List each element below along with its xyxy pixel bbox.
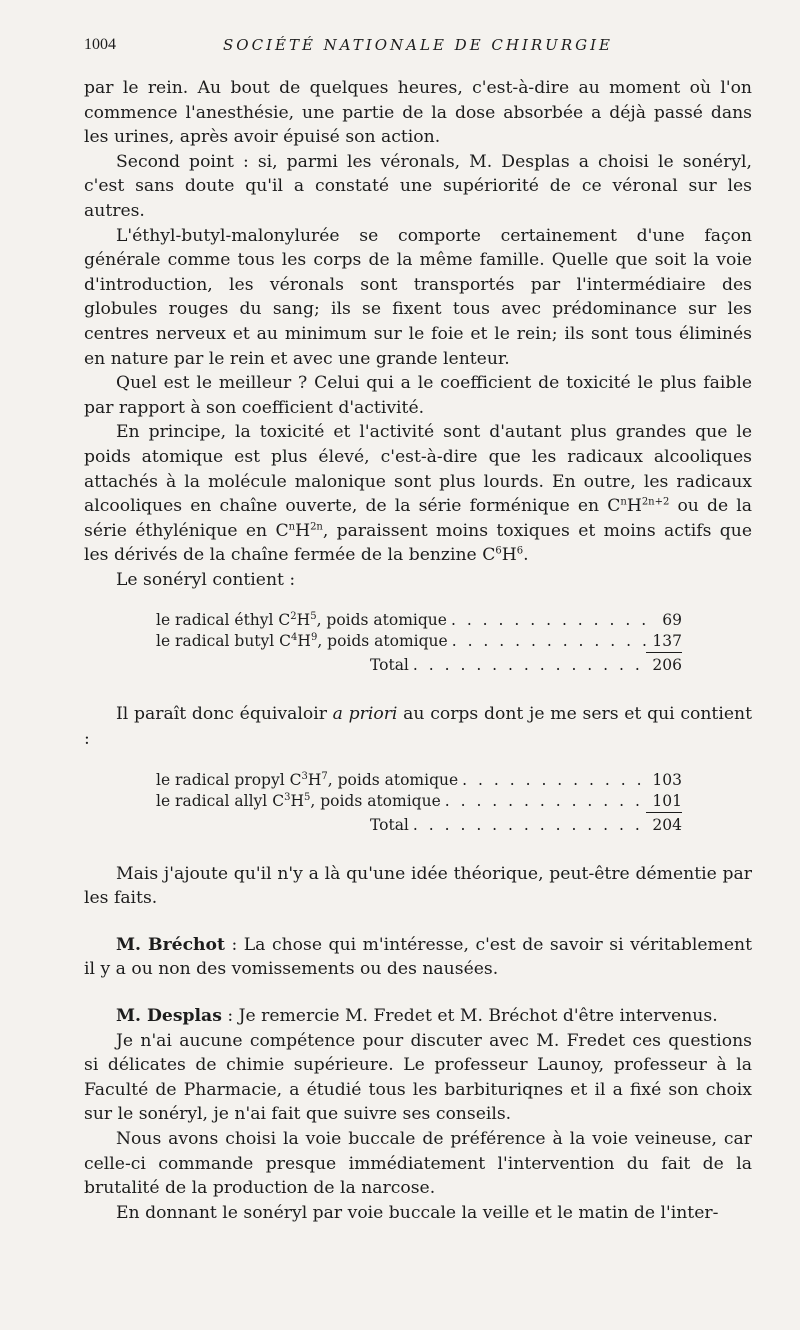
text-run: : Je remercie M. Fredet et M. Bréchot d'être intervenus. [221,1006,718,1027]
speaker-name: M. Bréchot [116,934,225,955]
total-value: 206 [652,656,682,675]
running-head [84,36,752,62]
row-value: 69 [662,611,682,630]
total-label: Total [370,656,409,675]
text-run: , poids atomique [327,770,459,789]
paragraph: Je n'ai aucune compétence pour discuter avec M. Fredet ces questions si délicates de chimie supérieure. Le professeur Launoy, professeur à la Faculté de Pharmacie, a étudié tous les barbituriqnes et il a fixé son choix sur le sonéryl, je n'ai fait que suivre ses conseils. [84,1030,752,1125]
text-run: au corps dont je me sers et qui contient : [84,704,752,750]
table-row [156,610,682,631]
dot-leader [409,655,646,676]
row-value: 103 [652,770,682,789]
dot-leader [441,791,646,812]
section-gap [84,982,752,1004]
text-run: , poids atomique [310,791,441,810]
text-run: : La chose qui m'intéresse, c'est de savoir si véritablement il y a ou non des vomissements ou des nausées. [84,934,752,980]
row-label [156,770,458,791]
superscript: 6 [516,545,524,557]
total-label: Total [370,815,409,834]
page-number: 1004 [84,36,116,53]
superscript: 9 [310,632,318,644]
text-run: H [297,632,311,651]
text-run: H [296,611,311,630]
text-run: H [501,545,517,566]
paragraph: par le rein. Au bout de quelques heures, c'est-à-dire au moment où l'on commence l'anesthésie, une partie de la dose absorbée a déjà passé dans les urines, après avoir épuisé son action. [84,78,752,148]
text-run: , paraissent moins toxiques et moins actifs que les dérivés de la chaîne fermée de la benzine C [84,520,753,566]
paragraph: Mais j'ajoute qu'il n'y a là qu'une idée théorique, peut-être démentie par les faits. [84,863,752,909]
journal-title: SOCIÉTÉ NATIONALE DE CHIRURGIE [223,36,613,54]
text-run: le radical allyl C [156,791,285,810]
paragraph: L'éthyl-butyl-malonylurée se comporte certainement d'une façon générale comme tous les corps de la même famille. Quelle que soit la voie d'introduction, les véronals sont transportés par l'intermédiaire des globules rouges du sang; ils se fixent tous avec prédominance sur les centres nerveux et au minimum sur le foie et le rein; ils sont tous éliminés en nature par le rein et avec une grande lenteur. [84,225,752,369]
text-run: H [295,520,311,541]
section-gap [84,911,752,933]
page [84,36,752,1225]
superscript: 3 [301,770,308,782]
speaker-name: M. Desplas [116,1006,222,1027]
superscript: n [288,520,296,532]
paragraph [84,1004,752,1029]
dot-leader [409,815,646,836]
row-value: 137 [646,631,682,653]
row-label [156,791,441,812]
total-value: 204 [652,815,682,834]
text-run: , poids atomique [316,611,447,630]
table-total-row [156,655,682,676]
italic-text: a priori [332,704,398,725]
row-label [156,610,447,631]
superscript: n [620,496,627,508]
superscript: 2 [290,611,297,623]
text-run: En principe, la toxicité et l'activité sont d'autant plus grandes que le poids atomique est plus élevé, c'est-à-dire que les radicaux alcooliques attachés à la molécule malonique sont plus lourds. En outre, les radicaux alcooliques en chaîne ouverte, de la série forménique en C [84,422,752,517]
text-run: H [290,791,304,810]
superscript: 4 [291,632,298,644]
text-run: le radical éthyl C [156,611,291,630]
superscript: 2n [310,520,323,532]
text-run: , poids atomique [317,632,448,651]
radical-table-soneryl [156,610,682,676]
dot-leader [447,610,646,631]
text-run: H [626,496,642,517]
row-value: 101 [646,791,682,813]
paragraph: Le sonéryl contient : [116,569,296,590]
text-run: le radical propyl C [156,770,302,789]
superscript: 5 [310,611,317,623]
dot-leader [448,631,646,652]
paragraph: Nous avons choisi la voie buccale de préférence à la voie veineuse, car celle-ci commande presque immédiatement l'intervention du fait de la brutalité de la production de la narcose. [84,1129,752,1199]
table-row [156,631,682,653]
superscript: 5 [303,791,311,803]
paragraph [84,420,752,568]
text-run: Il paraît donc équivaloir [116,704,333,725]
text-run: . [523,545,529,566]
table-row [156,791,682,813]
paragraph: En donnant le sonéryl par voie buccale la veille et le matin de l'inter- [116,1202,719,1223]
radical-table-comparison [156,770,682,836]
text-run: H [307,770,322,789]
paragraph: Quel est le meilleur ? Celui qui a le coefficient de toxicité le plus faible par rapport à son coefficient d'activité. [84,373,752,418]
superscript: 6 [495,545,502,557]
superscript: 7 [321,770,328,782]
text-run: ou de la série éthylénique en C [84,496,752,541]
dot-leader [458,770,646,791]
table-row [156,770,682,791]
row-label [156,631,448,652]
table-total-row [156,815,682,836]
body-text [84,76,752,1225]
paragraph: Second point : si, parmi les véronals, M. Desplas a choisi le sonéryl, c'est sans doute qu'il a constaté une supériorité de ce véronal sur les autres. [84,151,752,221]
text-run: le radical butyl C [156,632,292,651]
superscript: 3 [284,791,291,803]
superscript: 2n+2 [641,496,670,508]
paragraph [84,933,752,982]
paragraph [84,702,752,751]
